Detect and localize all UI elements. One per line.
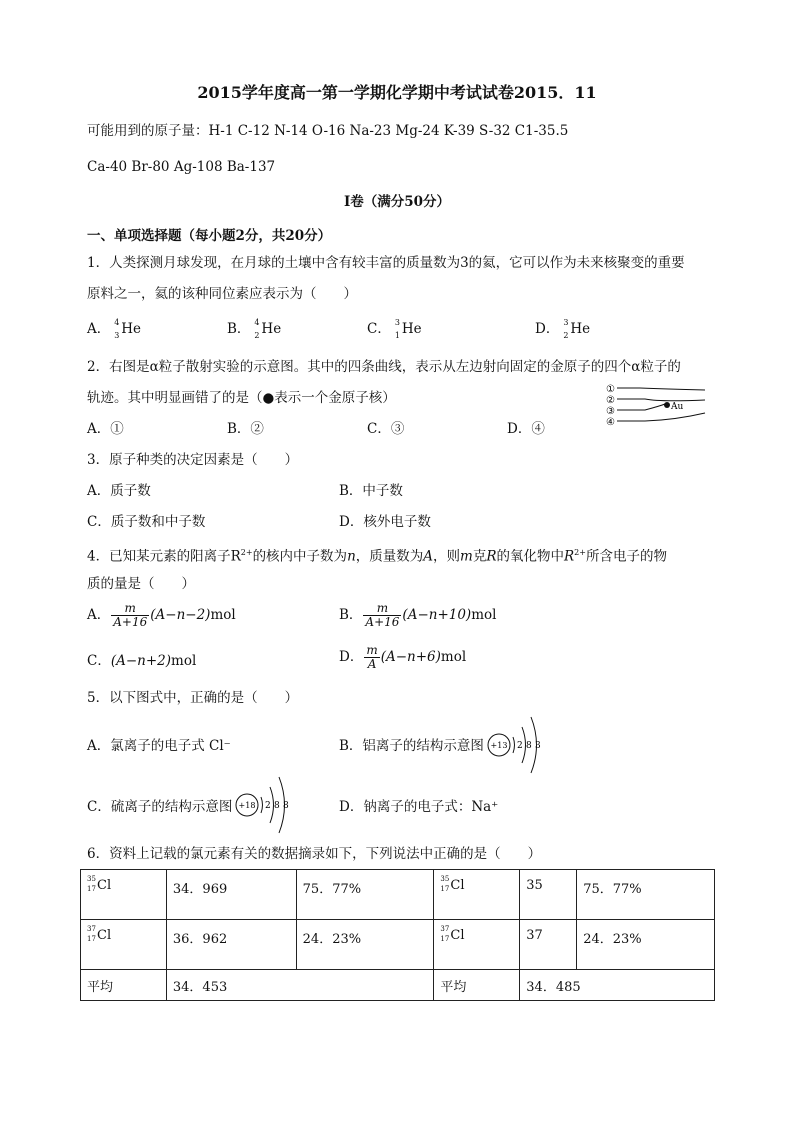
table-cell: 34．485 <box>520 970 715 1001</box>
nucleus-charge: +18 <box>238 801 256 810</box>
table-cell: 37 <box>520 920 577 970</box>
shell-2-count: 8 <box>526 741 532 751</box>
table-row <box>81 870 715 920</box>
trajectory-label-3: ③ <box>606 406 615 417</box>
q5-option-c[interactable]: C．硫离子的结构示意图 <box>87 799 233 815</box>
nucleus-label: Au <box>671 402 684 412</box>
table-cell: 34．969 <box>166 870 296 920</box>
alpha-scattering-figure <box>605 380 710 430</box>
q5-option-b[interactable]: B．铝离子的结构示意图 <box>339 738 484 754</box>
table-row <box>81 920 715 970</box>
q1-line1: 1．人类探测月球发现，在月球的土壤中含有较丰富的质量数为3的氦，它可以作为未来核聚变的重要 <box>87 255 685 271</box>
sulfur-ion-diagram <box>235 772 295 838</box>
trajectory-2 <box>617 399 705 401</box>
table-cell: 24．23% <box>577 920 715 970</box>
trajectory-label-2: ② <box>606 395 615 406</box>
q2-option-a[interactable]: A．① <box>87 421 124 437</box>
section1-heading: 一、单项选择题（每小题2分，共20分） <box>87 228 332 244</box>
isotope-cell: 37 17 Cl <box>434 920 520 970</box>
q4-option-d[interactable]: D． $\frac{m}{A}$ (A−n+6)mol <box>339 643 467 671</box>
isotope-cell: 37 17 Cl <box>81 920 167 970</box>
q2-option-b[interactable]: B．② <box>227 421 264 437</box>
table-cell: 75．77% <box>577 870 715 920</box>
table-row <box>81 970 715 1001</box>
table-cell: 35 <box>520 870 577 920</box>
q1-option-c[interactable]: C． 3 1 He <box>367 318 422 340</box>
q5-line1: 5．以下图式中，正确的是（ ） <box>87 690 299 706</box>
q4-line1: 4．已知某元素的阳离子$R^{2+}$的核内中子数为n，质量数为A，则m克R的氧化物中$R^{2+}$所含电子的物 <box>87 548 667 565</box>
q4-line2: 质的量是（ ） <box>87 576 195 592</box>
q5-option-a[interactable]: A．氯离子的电子式 Cl⁻ <box>87 738 231 754</box>
q6-line1: 6．资料上记载的氯元素有关的数据摘录如下，下列说法中正确的是（ ） <box>87 846 542 862</box>
q2-line2: 轨迹。其中明显画错了的是（●表示一个金原子核） <box>87 390 396 406</box>
q3-line1: 3．原子种类的决定因素是（ ） <box>87 452 299 468</box>
q3-option-a[interactable]: A．质子数 <box>87 483 151 499</box>
table-cell: 34．453 <box>166 970 434 1001</box>
avg-label-cell: 平均 <box>81 970 167 1001</box>
shell-1 <box>261 797 263 813</box>
shell-1-count: 2 <box>265 801 271 811</box>
shell-2-count: 8 <box>274 801 280 811</box>
nucleus-charge: +13 <box>490 741 508 750</box>
trajectory-4 <box>617 413 705 421</box>
q3-option-d[interactable]: D．核外电子数 <box>339 514 431 530</box>
isotope-cell: 35 17 Cl <box>434 870 520 920</box>
q3-option-c[interactable]: C．质子数和中子数 <box>87 514 206 530</box>
q1-option-b[interactable]: B． 4 2 He <box>227 318 282 340</box>
q1-line2: 原料之一，氦的该种同位素应表示为（ ） <box>87 286 357 302</box>
atomic-masses-line2: Ca-40 Br-80 Ag-108 Ba-137 <box>87 159 276 175</box>
q2-line1: 2．右图是α粒子散射实验的示意图。其中的四条曲线，表示从左边射向固定的金原子的四个α粒子的 <box>87 359 681 375</box>
chlorine-data-table <box>80 869 715 1001</box>
avg-label-cell: 平均 <box>434 970 520 1001</box>
table-cell: 24．23% <box>296 920 434 970</box>
q4-option-a[interactable]: A． $\frac{m}{A+16}$ (A−n−2)mol <box>87 601 236 629</box>
trajectory-label-1: ① <box>606 384 615 395</box>
isotope-cell: 35 17 Cl <box>81 870 167 920</box>
shell-1-count: 2 <box>517 741 523 751</box>
trajectory-3 <box>617 404 665 410</box>
shell-3-count: 3 <box>535 741 541 751</box>
part1-heading: I卷（满分50分） <box>343 194 451 210</box>
atomic-masses-line1: 可能用到的原子量：H-1 C-12 N-14 O-16 Na-23 Mg-24 K-39 S-32 C1-35.5 <box>87 123 569 139</box>
q3-option-b[interactable]: B．中子数 <box>339 483 403 499</box>
q2-option-d[interactable]: D．④ <box>507 421 545 437</box>
q1-option-a[interactable]: A． 4 3 He <box>87 318 142 340</box>
q2-option-c[interactable]: C．③ <box>367 421 405 437</box>
q4-option-b[interactable]: B． $\frac{m}{A+16}$ (A−n+10)mol <box>339 601 497 629</box>
q4-option-c[interactable]: C．(A−n+2)mol <box>87 653 197 669</box>
page-title: 2015学年度高一第一学期化学期中考试试卷2015．11 <box>197 83 597 102</box>
gold-nucleus-icon <box>664 402 670 408</box>
aluminum-ion-diagram <box>487 712 547 778</box>
table-cell: 75．77% <box>296 870 434 920</box>
table-cell: 36．962 <box>166 920 296 970</box>
shell-1 <box>513 737 515 753</box>
q5-option-d[interactable]: D．钠离子的电子式：Na⁺ <box>339 799 499 815</box>
trajectory-1 <box>617 388 705 390</box>
q1-option-d[interactable]: D． 3 2 He <box>535 318 591 340</box>
trajectory-label-4: ④ <box>606 417 615 428</box>
shell-3-count: 8 <box>283 801 289 811</box>
